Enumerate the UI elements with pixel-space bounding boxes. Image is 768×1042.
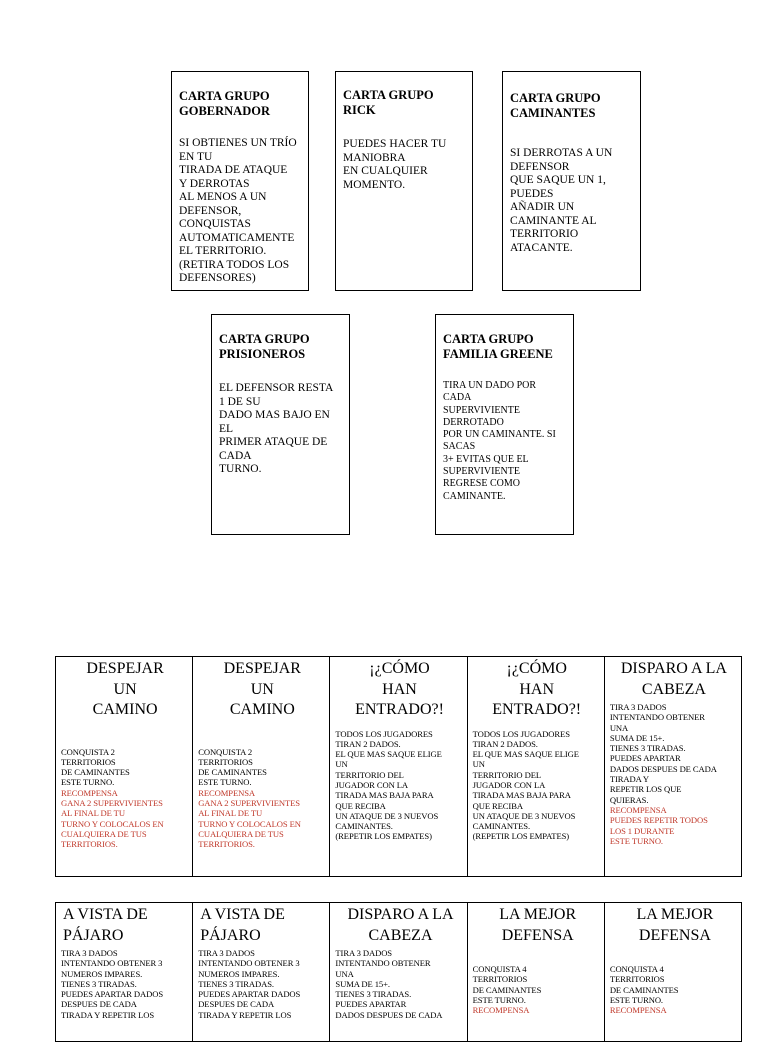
- text-line: ENTRADO?!: [492, 701, 582, 718]
- text-line: QUIERAS.: [609, 794, 649, 805]
- text-line: TIENES 3 TIRADAS.: [61, 978, 137, 989]
- text-line: DE CAMINANTES: [198, 767, 267, 778]
- reward-text-line: TURNO Y COLOCALOS EN: [198, 818, 301, 829]
- text-line: TIRA 3 DADOS: [61, 948, 118, 958]
- reward-text-line: RECOMPENSA: [609, 804, 667, 815]
- card-title-line: CARTA GRUPO: [219, 332, 310, 346]
- text-line: NUMEROS IMPARES.: [61, 968, 143, 979]
- text-line: DE CAMINANTES: [609, 984, 679, 995]
- mission-text: [61, 948, 189, 1020]
- reward-text-line: RECOMPENSA: [61, 787, 118, 798]
- mission-card-despejar-un-camino: [193, 657, 330, 876]
- mission-title: [610, 659, 738, 700]
- text-line: DESPUES DE CADA: [198, 999, 275, 1010]
- text-line: TIENES 3 TIRADAS.: [198, 978, 274, 989]
- text-line: QUE RECIBA: [335, 800, 386, 811]
- text-line: DE CAMINANTES: [61, 767, 130, 778]
- text-line: EL DEFENSOR RESTA: [219, 382, 334, 394]
- text-line: DEFENSORES): [179, 272, 256, 284]
- card-title-line: CARTA GRUPO: [510, 91, 601, 105]
- text-line: QUE SAQUE UN 1,: [510, 174, 606, 186]
- text-line: DADOS DESPUES DE CADA: [335, 1009, 443, 1020]
- mission-text: [610, 964, 738, 1015]
- text-line: ¡¿CÓMO: [506, 660, 567, 677]
- card-title-line: PRISIONEROS: [219, 347, 306, 361]
- text-line: CAMINANTES.: [472, 821, 530, 832]
- text-line: CADA: [219, 449, 252, 462]
- group-card-prisioneros: [211, 314, 350, 535]
- reward-text-line: CUALQUIERA DE TUS: [198, 828, 284, 839]
- text-line: (REPETIR LOS EMPATES): [472, 831, 570, 842]
- text-line: PUEDES: [510, 187, 554, 200]
- card-title-line: FAMILIA GREENE: [443, 347, 553, 361]
- text-line: SUPERVIVIENTE: [443, 404, 520, 416]
- mission-title: [610, 905, 738, 946]
- text-line: Y DERROTAS: [179, 177, 250, 190]
- text-line: REPETIR LOS QUE: [609, 784, 682, 795]
- reward-text-line: RECOMPENSA: [472, 1005, 530, 1016]
- text-line: SI OBTIENES UN TRÍO: [179, 137, 297, 149]
- text-line: INTENTANDO OBTENER: [335, 958, 431, 969]
- text-line: CAMINANTE.: [443, 490, 506, 502]
- text-line: 1 DE SU: [219, 395, 261, 408]
- text-line: EL QUE MAS SAQUE ELIGE: [335, 749, 442, 760]
- text-line: TERRITORIO: [510, 228, 579, 240]
- card-body: [510, 147, 634, 255]
- text-line: TIRA 3 DADOS: [609, 702, 667, 712]
- mission-text: [198, 747, 326, 850]
- text-line: DESPUES DE CADA: [61, 999, 137, 1010]
- text-line: CABEZA: [368, 926, 433, 944]
- text-line: TIRAN 2 DADOS.: [335, 738, 401, 749]
- text-line: DADO MAS BAJO EN: [219, 409, 330, 421]
- text-line: SI DERROTAS A UN: [510, 147, 613, 159]
- text-line: UNA: [609, 722, 629, 733]
- text-line: DISPARO A LA: [620, 660, 727, 677]
- text-line: AL MENOS A UN: [179, 191, 267, 203]
- mission-text: [61, 747, 189, 850]
- text-line: CADA: [443, 392, 472, 404]
- group-card-rick: [335, 71, 473, 291]
- text-line: TERRITORIO DEL: [335, 769, 404, 780]
- text-line: DISPARO A LA: [347, 906, 454, 923]
- text-line: A VISTA DE: [63, 906, 148, 923]
- group-card-caminantes: [502, 71, 641, 291]
- text-line: REGRESE COMO: [443, 478, 520, 490]
- mission-title: [198, 905, 326, 946]
- text-line: DEFENSOR: [510, 160, 570, 173]
- mission-title: [61, 905, 189, 946]
- text-line: TERRITORIOS: [198, 756, 253, 767]
- reward-text-line: TURNO Y COLOCALOS EN: [61, 818, 164, 829]
- text-line: UN: [472, 759, 485, 770]
- text-line: PRIMER ATAQUE DE: [219, 436, 328, 448]
- text-line: AUTOMATICAMENTE: [179, 231, 295, 244]
- text-line: ENTRADO?!: [355, 701, 444, 718]
- reward-text-line: CUALQUIERA DE TUS: [61, 828, 147, 839]
- text-line: TURNO.: [219, 463, 262, 475]
- text-line: PÁJARO: [63, 926, 124, 944]
- text-line: MANIOBRA: [343, 151, 406, 164]
- card-title: [510, 91, 634, 121]
- text-line: PUEDES APARTAR: [609, 753, 681, 764]
- text-line: MOMENTO.: [343, 178, 406, 191]
- mission-title: [198, 659, 326, 721]
- mission-card-disparo-a-la-cabeza: [605, 657, 741, 876]
- text-line: TIRADA Y: [609, 774, 650, 785]
- text-line: DEFENSA: [638, 926, 711, 944]
- reward-text-line: LOS 1 DURANTE: [609, 825, 675, 836]
- mission-title: [335, 659, 463, 721]
- text-line: ¡¿CÓMO: [369, 660, 430, 677]
- card-title-line: GOBERNADOR: [179, 104, 270, 118]
- reward-text-line: AL FINAL DE TU: [198, 808, 263, 819]
- text-line: DEFENSOR,: [179, 204, 242, 217]
- card-title-line: CARTA GRUPO: [443, 332, 534, 346]
- reward-text-line: TERRITORIOS.: [61, 839, 118, 850]
- text-line: TIRAN 2 DADOS.: [472, 738, 538, 749]
- text-line: ATACANTE.: [510, 241, 573, 254]
- card-title: [443, 332, 567, 362]
- text-line: PUEDES APARTAR DADOS: [61, 989, 164, 1000]
- text-line: TIENES 3 TIRADAS.: [335, 989, 412, 1000]
- mission-title: [473, 905, 601, 946]
- text-line: DESPEJAR: [86, 660, 164, 677]
- text-line: EN CUALQUIER: [343, 165, 428, 177]
- text-line: UN ATAQUE DE 3 NUEVOS: [472, 810, 576, 821]
- text-line: PUEDES APARTAR DADOS: [198, 989, 301, 1000]
- text-line: CONQUISTAS: [179, 218, 251, 230]
- text-line: TIRA 3 DADOS: [198, 948, 255, 958]
- text-line: INTENTANDO OBTENER: [609, 712, 705, 723]
- mission-text: [610, 702, 738, 846]
- mission-card-la-mejor-defensa: [605, 903, 741, 1041]
- card-title: [343, 88, 466, 118]
- text-line: HAN: [519, 680, 555, 698]
- text-line: SUMA DE 15+.: [335, 978, 390, 989]
- reward-text-line: TERRITORIOS.: [198, 839, 255, 850]
- text-line: CONQUISTA 2: [198, 746, 253, 757]
- text-line: TIRADA DE ATAQUE: [179, 164, 288, 176]
- text-line: 3+ EVITAS QUE EL: [443, 453, 529, 465]
- text-line: INTENTANDO OBTENER 3: [198, 958, 300, 969]
- reward-text-line: AL FINAL DE TU: [61, 808, 125, 819]
- reward-text-line: GANA 2 SUPERVIVIENTES: [198, 797, 300, 808]
- text-line: POR UN CAMINANTE. SI: [443, 429, 556, 441]
- text-line: TIRADA Y REPETIR LOS: [61, 1009, 155, 1020]
- card-body: [443, 380, 567, 503]
- text-line: UN: [113, 680, 137, 698]
- text-line: (RETIRA TODOS LOS: [179, 258, 290, 271]
- text-line: TERRITORIOS: [61, 756, 116, 767]
- text-line: SUMA DE 15+.: [609, 732, 665, 743]
- text-line: ESTE TURNO.: [198, 777, 252, 788]
- card-title-line: CARTA GRUPO: [343, 88, 434, 102]
- text-line: (REPETIR LOS EMPATES): [335, 831, 432, 842]
- text-line: LA MEJOR: [499, 906, 577, 923]
- card-title-line: RICK: [343, 103, 376, 117]
- card-body: [343, 138, 466, 192]
- text-line: TIRADA Y REPETIR LOS: [198, 1009, 292, 1020]
- text-line: INTENTANDO OBTENER 3: [61, 958, 163, 969]
- text-line: CABEZA: [641, 680, 706, 698]
- text-line: EL: [219, 422, 234, 435]
- text-line: TERRITORIOS: [472, 974, 528, 985]
- card-title: [219, 332, 343, 362]
- text-line: UN ATAQUE DE 3 NUEVOS: [335, 810, 439, 821]
- text-line: DERROTADO: [443, 416, 504, 428]
- mission-title: [61, 659, 189, 721]
- text-line: TIRA UN DADO POR: [443, 380, 537, 391]
- text-line: CAMINO: [92, 701, 158, 718]
- text-line: TODOS LOS JUGADORES: [335, 728, 433, 739]
- group-card-familia-greene: [435, 314, 574, 535]
- reward-text-line: ESTE TURNO.: [609, 835, 663, 846]
- mission-title: [335, 905, 463, 946]
- text-line: TIRA 3 DADOS: [335, 948, 392, 958]
- text-line: NUMEROS IMPARES.: [198, 968, 280, 979]
- mission-text: [335, 729, 463, 842]
- reward-text-line: GANA 2 SUPERVIVIENTES: [61, 797, 163, 808]
- text-line: AÑADIR UN: [510, 201, 575, 213]
- card-title: [179, 89, 302, 119]
- mission-row-2: [55, 902, 742, 1042]
- text-line: DADOS DESPUES DE CADA: [609, 763, 717, 774]
- text-line: JUGADOR CON LA: [335, 779, 409, 790]
- reward-text-line: RECOMPENSA: [198, 787, 255, 798]
- text-line: EN TU: [179, 150, 213, 163]
- card-title-line: CAMINANTES: [510, 106, 596, 120]
- text-line: CAMINANTES.: [335, 821, 393, 832]
- text-line: TERRITORIO DEL: [472, 769, 541, 780]
- text-line: CONQUISTA 4: [609, 964, 664, 974]
- card-body: [219, 382, 343, 477]
- text-line: ESTE TURNO.: [472, 994, 526, 1005]
- mission-card-como-han-entrado: [330, 657, 467, 876]
- text-line: TIRADA MAS BAJA PARA: [472, 790, 571, 801]
- text-line: SUPERVIVIENTE: [443, 466, 520, 478]
- text-line: TIENES 3 TIRADAS.: [609, 743, 686, 754]
- text-line: CAMINANTE AL: [510, 214, 597, 227]
- mission-text: [335, 948, 463, 1020]
- reward-text-line: PUEDES REPETIR TODOS: [609, 815, 708, 826]
- text-line: QUE RECIBA: [472, 800, 523, 811]
- text-line: TERRITORIOS: [609, 974, 665, 985]
- mission-row-1: [55, 656, 742, 877]
- text-line: ESTE TURNO.: [61, 777, 115, 788]
- text-line: DEFENSA: [501, 926, 574, 944]
- text-line: A VISTA DE: [200, 906, 285, 923]
- text-line: HAN: [382, 680, 417, 698]
- text-line: CAMINO: [229, 701, 295, 718]
- mission-text: [198, 948, 326, 1020]
- text-line: PUEDES HACER TU: [343, 138, 447, 150]
- text-line: ESTE TURNO.: [609, 994, 663, 1005]
- text-line: UNA: [335, 968, 354, 979]
- mission-card-a-vista-de-pajaro: [56, 903, 193, 1041]
- text-line: LA MEJOR: [636, 906, 714, 923]
- text-line: DESPEJAR: [223, 660, 301, 677]
- mission-card-despejar-un-camino: [56, 657, 193, 876]
- card-title-line: CARTA GRUPO: [179, 89, 270, 103]
- text-line: CONQUISTA 4: [472, 964, 527, 974]
- text-line: EL QUE MAS SAQUE ELIGE: [472, 749, 579, 760]
- mission-title: [473, 659, 601, 721]
- text-line: DE CAMINANTES: [472, 984, 542, 995]
- mission-card-como-han-entrado: [468, 657, 605, 876]
- text-line: TIRADA MAS BAJA PARA: [335, 790, 434, 801]
- mission-text: [473, 964, 601, 1015]
- group-card-gobernador: [171, 71, 309, 291]
- mission-card-disparo-a-la-cabeza: [330, 903, 467, 1041]
- text-line: SACAS: [443, 441, 476, 453]
- text-line: CONQUISTA 2: [61, 746, 115, 757]
- text-line: UN: [335, 759, 348, 770]
- text-line: JUGADOR CON LA: [472, 779, 546, 790]
- text-line: UN: [250, 680, 274, 698]
- text-line: TODOS LOS JUGADORES: [472, 728, 570, 739]
- reward-text-line: RECOMPENSA: [609, 1005, 667, 1016]
- text-line: EL TERRITORIO.: [179, 245, 267, 257]
- mission-text: [473, 729, 601, 842]
- mission-card-la-mejor-defensa: [468, 903, 605, 1041]
- text-line: PÁJARO: [200, 926, 261, 944]
- text-line: PUEDES APARTAR: [335, 999, 407, 1010]
- mission-card-a-vista-de-pajaro: [193, 903, 330, 1041]
- card-body: [179, 137, 302, 286]
